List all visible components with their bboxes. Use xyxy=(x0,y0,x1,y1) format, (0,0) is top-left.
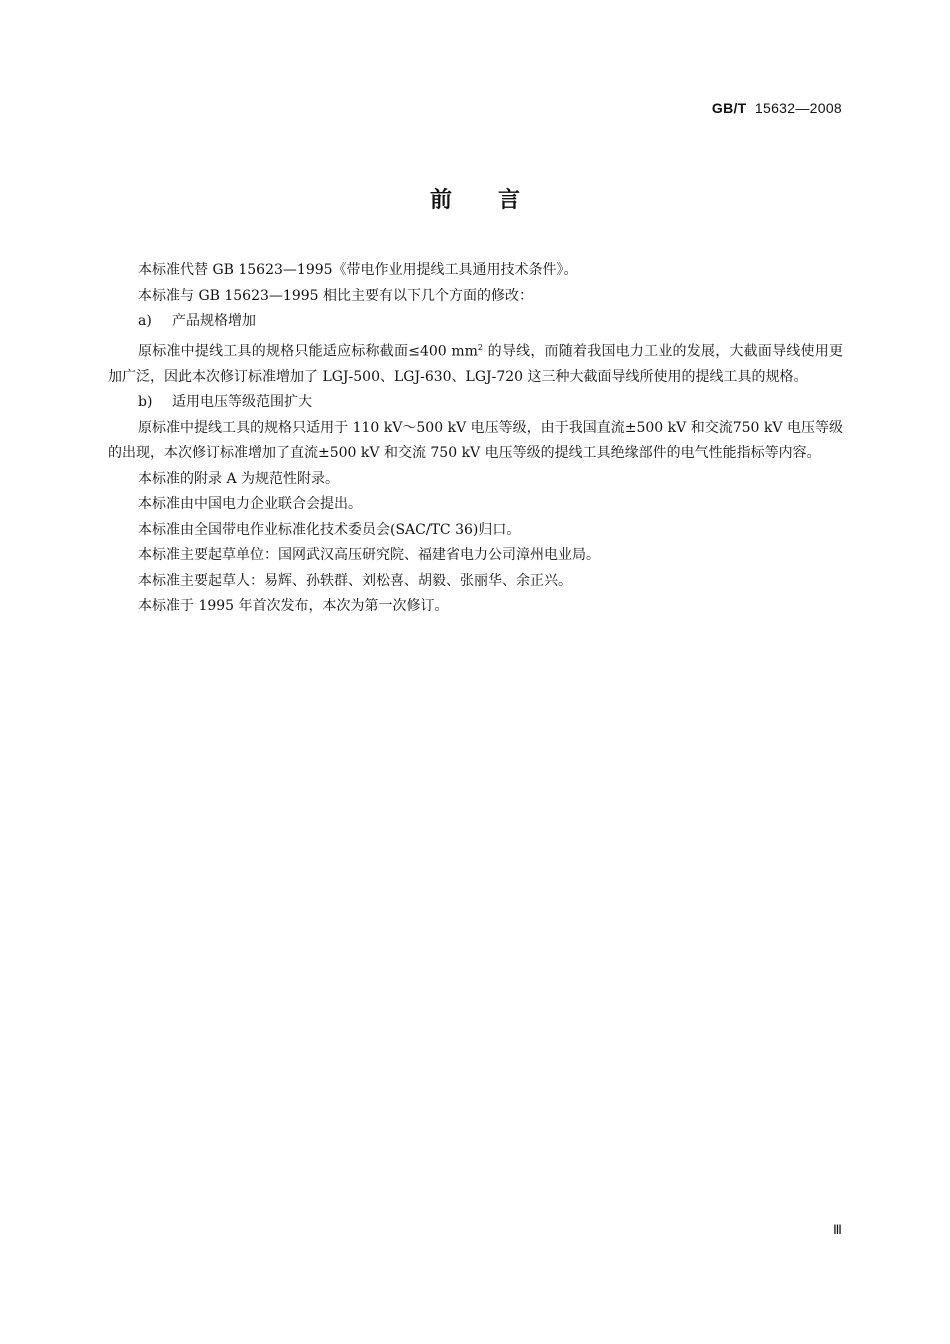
foreword-body xyxy=(108,258,843,620)
item-a-body-text-cont: 的导线，而随着我国电力工业的发展，大截面导线使用更加广泛，因此本次修订标准增加了 LGJ-500、LGJ-630、LGJ-720 这三种大截面导线所使用的提线工具的规格。 xyxy=(108,343,844,385)
paragraph-changes-intro: 本标准与 GB 15623—1995 相比主要有以下几个方面的修改： xyxy=(138,287,533,304)
item-b-body: 原标准中提线工具的规格只适用于 110 kV～500 kV 电压等级，由于我国直流±500 kV 和交流750 kV 电压等级的出现，本次修订标准增加了直流±500 kV 和交流 750 kV 电压等级的提线工具绝缘部件的电气性能指标等内容。 xyxy=(108,419,843,462)
paragraph-publication-history: 本标准于 1995 年首次发布，本次为第一次修订。 xyxy=(138,598,449,615)
superscript-2: 2 xyxy=(477,342,483,352)
paragraph-replaces: 本标准代替 GB 15623—1995《带电作业用提线工具通用技术条件》。 xyxy=(138,262,578,278)
standard-code: 15632—2008 xyxy=(754,100,842,116)
item-b-marker: b) xyxy=(138,394,153,411)
paragraph-annex: 本标准的附录 A 为规范性附录。 xyxy=(138,470,340,487)
item-a-marker: a) xyxy=(138,313,152,329)
item-a-body xyxy=(108,335,843,391)
item-b-heading xyxy=(108,390,843,416)
paragraph-drafters: 本标准主要起草人：易辉、孙轶群、刘松喜、胡毅、张丽华、余正兴。 xyxy=(138,572,572,589)
paragraph-proposed-by: 本标准由中国电力企业联合会提出。 xyxy=(138,496,362,513)
paragraph-drafting-units: 本标准主要起草单位：国网武汉高压研究院、福建省电力公司漳州电业局。 xyxy=(138,547,600,564)
page-title: 前言 xyxy=(429,188,566,213)
item-a-label: 产品规格增加 xyxy=(172,313,256,329)
item-a-heading xyxy=(108,309,843,335)
page-number: Ⅲ xyxy=(833,1222,842,1237)
paragraph-technical-committee: 本标准由全国带电作业标准化技术委员会(SAC/TC 36)归口。 xyxy=(138,521,521,538)
standard-prefix: GB/T xyxy=(711,100,747,116)
item-a-body-text: 原标准中提线工具的规格只能适应标称截面≤400 mm xyxy=(138,343,478,360)
item-b-label: 适用电压等级范围扩大 xyxy=(172,394,312,411)
standard-number-header xyxy=(712,100,842,116)
